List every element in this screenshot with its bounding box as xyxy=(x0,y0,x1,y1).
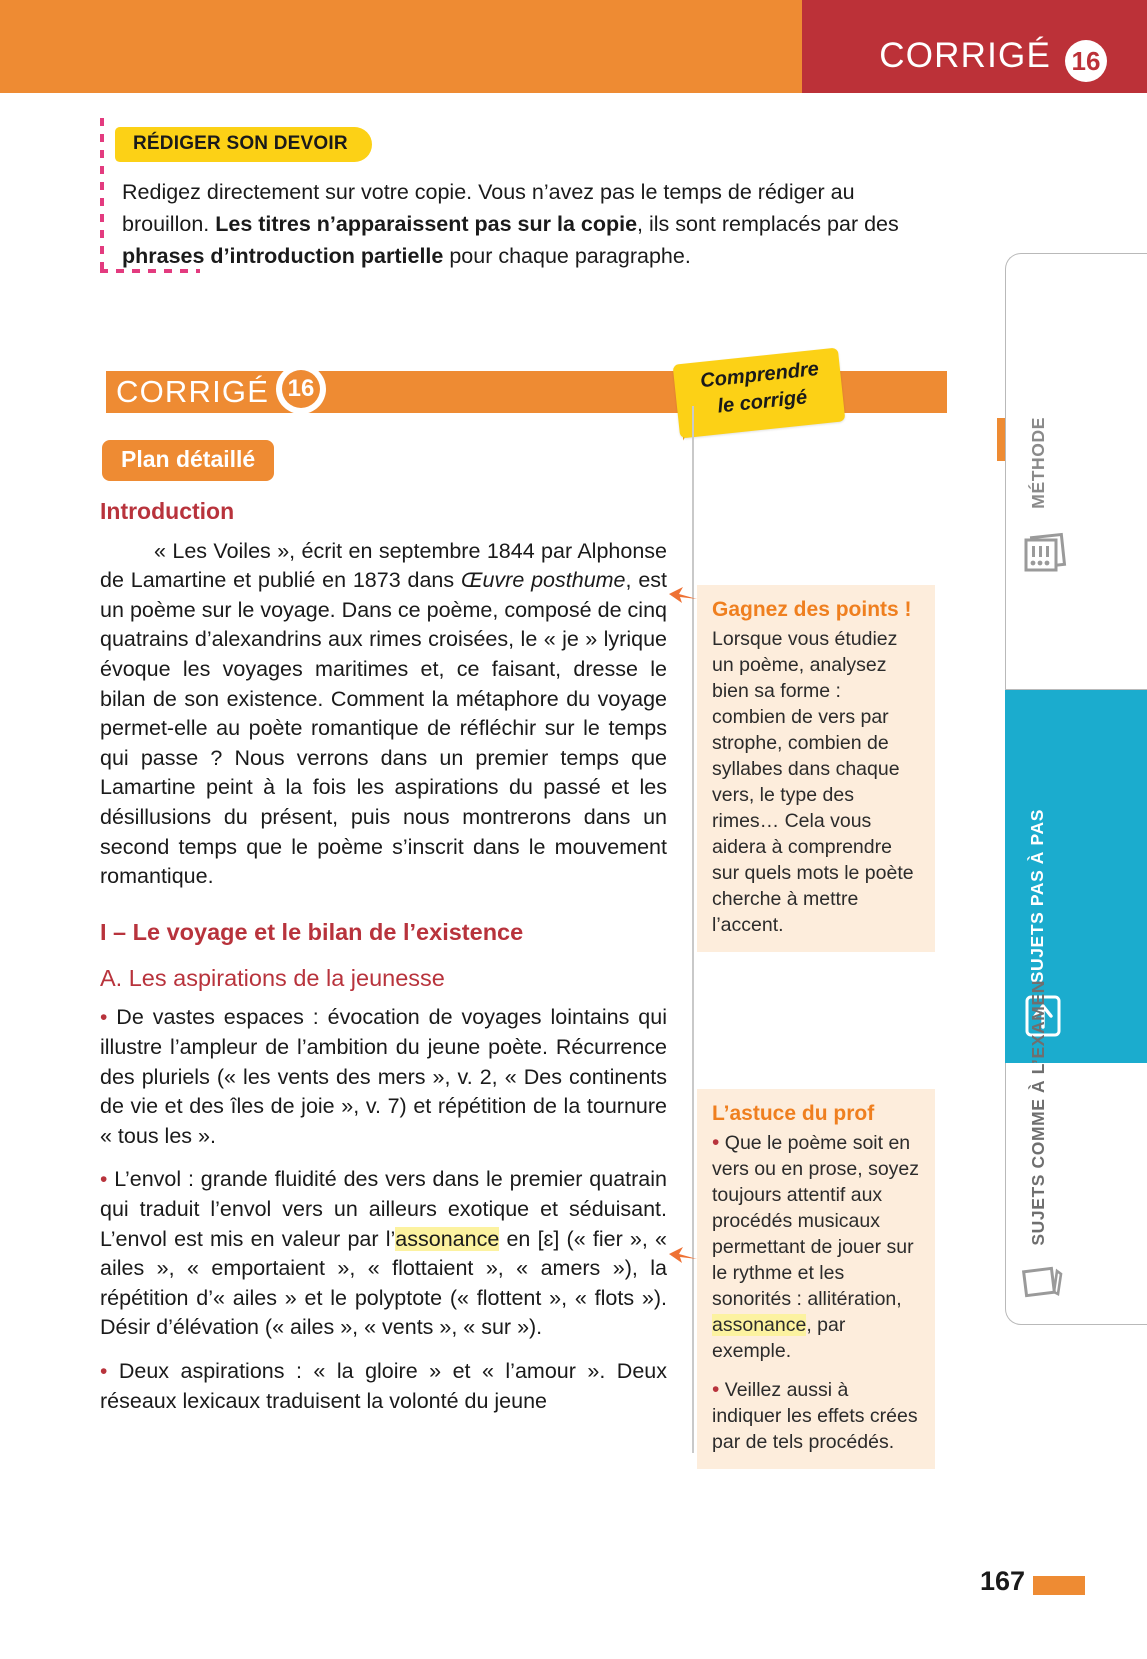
note-gagnez-title: Gagnez des points ! xyxy=(712,598,912,621)
bullet-dot-icon: • xyxy=(712,1378,720,1402)
intro-text-2: , est un poème sur le voyage. Dans ce poème, composé de cinq quatrains d’alexandrins aux rimes croisées, le « je » lyrique évoque les voyages maritimes et, ce faisant, dresse le bilan de son existence. Comment la métaphore du voyage permet-elle au poète romantique de réfléchir sur le temps qui passe ? Nous verrons dans un premier temps que Lamartine peint à la fois les aspirations du passé et les désillusions du présent, puis nous montrerons dans un second temps que le poème s’inscrit dans le mouvement romantique. xyxy=(100,568,668,889)
header-orange-band xyxy=(0,0,802,93)
corrige-banner-number-ring xyxy=(276,364,326,414)
note-astuce-p2-text: Veillez aussi à indiquer les effets crées par de tels procédés. xyxy=(712,1379,918,1454)
header-chapter-number: 16 xyxy=(1065,40,1107,82)
sticker-line-2: le corrigé xyxy=(716,386,809,418)
tab-sujets-pas-a-pas[interactable] xyxy=(1005,690,1147,1063)
callout-bold-1: Les titres n’apparaissent pas sur la copie xyxy=(215,212,638,236)
paragraph-introduction xyxy=(100,537,667,892)
heading-introduction: Introduction xyxy=(100,498,235,524)
highlight-assonance: assonance xyxy=(395,1226,500,1251)
callout-body xyxy=(122,176,937,272)
intro-text-1: « Les Voiles », écrit en septembre 1844 par Alphonse de Lamartine et publié en 1873 dans xyxy=(100,538,667,593)
note-gagnez-text: Lorsque vous étudiez un poème, analysez bien sa forme : combien de vers par strophe, combien de syllabes dans chaque vers, le type des rimes… Cela vous aidera à comprendre sur quels mots le poète cherche à mettre l’accent. xyxy=(712,628,914,937)
bullet-3-text: Deux aspirations : « la gloire » et « l’amour ». Deux réseaux lexicaux traduisent la volonté du jeune xyxy=(100,1359,667,1413)
bullet-1-text: De vastes espaces : évocation de voyages lointains qui illustre l’ampleur de l’ambition du jeune poète. Récurrence des pluriels (« les vents des mers », v. 2, « Des continents de vie et des îles de joie », v. 7) et répétition de la tournure « tous les ». xyxy=(100,1005,667,1148)
note-astuce-paragraph-1 xyxy=(712,1130,920,1364)
section-tab-rail xyxy=(1005,253,1147,1325)
main-content-column xyxy=(100,498,667,1430)
page-number-bar xyxy=(1033,1576,1085,1595)
sticker-line-1: Comprendre xyxy=(699,357,820,393)
bullet-2-text-pre: L’envol : grande fluidité des vers dans le premier quatrain qui traduit l’envol vers un ailleurs exotique et séduisant. L’envol est mis en valeur par l’ xyxy=(100,1167,667,1251)
bullet-paragraph-3 xyxy=(100,1357,667,1416)
heading-part-one: I – Le voyage et le bilan de l’existence xyxy=(100,918,524,945)
callout-text-3: pour chaque paragraphe. xyxy=(443,244,691,268)
callout-tag: RÉDIGER SON DEVOIR xyxy=(115,127,372,162)
bullet-dot-icon: • xyxy=(100,1360,108,1383)
heading-subsection-a: A. Les aspirations de la jeunesse xyxy=(100,965,445,992)
callout-text-2: , ils sont remplacés par des xyxy=(637,212,899,236)
bullet-dot-icon: • xyxy=(100,1168,108,1192)
arrow-to-text-icon xyxy=(668,583,698,605)
bullet-dot-icon: • xyxy=(100,1006,108,1030)
corrige-banner-number: 16 xyxy=(282,370,320,408)
arrow-to-text-icon xyxy=(668,1243,698,1265)
tab-methode[interactable] xyxy=(1005,253,1147,690)
corrige-banner-label: CORRIGÉ xyxy=(116,374,270,409)
bullet-paragraph-2 xyxy=(100,1165,667,1343)
tab-sujets-comme-a-l-examen[interactable] xyxy=(1005,980,1147,1325)
header-title: CORRIGÉ xyxy=(879,36,1051,75)
tab-sujets-comme-a-l-examen-label: SUJETS COMME À L’EXAMEN xyxy=(1028,980,1048,1246)
bullet-paragraph-1 xyxy=(100,1003,667,1151)
note-astuce-p1-pre: Que le poème soit en vers ou en prose, soyez toujours attentif aux procédés musicaux permettant de jouer sur le rythme et les sonorités : allitération, xyxy=(712,1132,920,1311)
callout-dashed-border-left xyxy=(100,118,104,273)
column-divider xyxy=(692,406,694,1453)
intro-italic-title: Œuvre posthume xyxy=(460,568,626,593)
book-pages-icon xyxy=(1020,527,1074,577)
note-astuce-du-prof xyxy=(697,1089,935,1469)
exam-paper-icon xyxy=(1020,1258,1074,1308)
plan-detaille-pill: Plan détaillé xyxy=(102,440,274,481)
note-gagnez-des-points xyxy=(697,585,935,952)
tab-sujets-pas-a-pas-label: SUJETS PAS À PAS xyxy=(1027,808,1047,983)
bullet-dot-icon: • xyxy=(712,1131,720,1155)
tab-methode-label: MÉTHODE xyxy=(1028,417,1048,509)
note-astuce-paragraph-2 xyxy=(712,1377,920,1455)
note-astuce-title: L’astuce du prof xyxy=(712,1102,875,1125)
callout-text-1: Redigez directement sur votre copie. Vous n’avez pas le temps de rédiger au brouillon. xyxy=(122,180,855,236)
page-number: 167 xyxy=(979,1566,1025,1596)
note-astuce-p1-post: , par exemple. xyxy=(712,1314,846,1363)
bullet-2-text-post: en [ɛ] (« fier », « ailes », « emportaient », « flottaient », « amers »), la répétition d’« ailes » et le polyptote (« flottent », « flots »). Désir d’élévation (« ailes », « vents », « sur »). xyxy=(100,1226,667,1340)
highlight-assonance: assonance xyxy=(712,1314,807,1337)
callout-bold-2: phrases d’introduction partielle xyxy=(122,244,444,268)
